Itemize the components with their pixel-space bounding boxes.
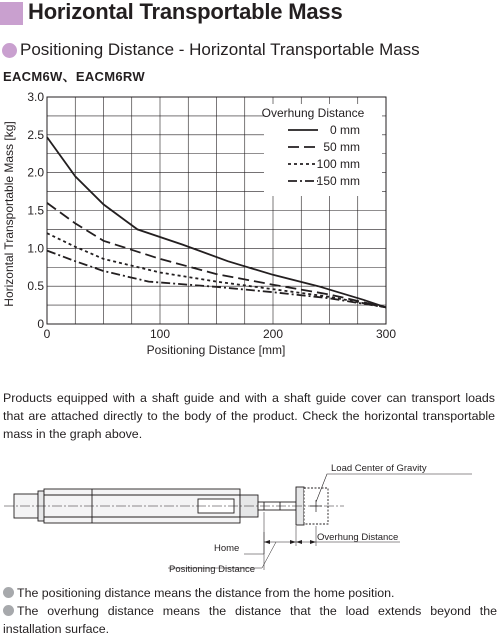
actuator-diagram	[0, 460, 498, 580]
legend-label: 150 mm	[316, 174, 360, 188]
y-tick-label: 0.5	[27, 279, 44, 294]
section-header	[0, 0, 498, 28]
positioning-distance-label: Positioning Distance	[169, 564, 256, 575]
description-paragraph: Products equipped with a shaft guide and with a shaft guide cover can transport loads that are attached directly to the body of the product. Check the horizontal transportable mass in the graph above.	[3, 391, 495, 441]
note-positioning	[3, 584, 497, 602]
bullet-icon	[3, 605, 14, 616]
y-tick-label: 2.5	[27, 127, 44, 142]
legend-title: Overhung Distance	[261, 106, 365, 120]
legend-label: 100 mm	[316, 157, 360, 171]
x-tick-label: 100	[149, 327, 171, 341]
y-tick-label: 3.0	[27, 90, 44, 104]
transportable-mass-chart	[0, 82, 498, 367]
overhung-distance-label: Overhung Distance	[317, 532, 399, 543]
y-tick-label: 1.0	[27, 241, 44, 256]
load-center-label: Load Center of Gravity	[331, 463, 427, 474]
bullet-icon	[3, 587, 14, 598]
x-tick-label: 200	[262, 327, 284, 341]
legend-label: 0 mm	[330, 123, 360, 137]
x-tick-label: 0	[43, 327, 51, 341]
x-axis-label: Positioning Distance [mm]	[146, 343, 286, 357]
header-square-marker	[0, 2, 23, 25]
y-tick-label: 1.5	[27, 203, 44, 218]
note2-text: The overhung distance means the distance that the load extends beyond the installation surface.	[3, 604, 497, 636]
chart-legend	[262, 104, 382, 196]
chart-section-title: Positioning Distance - Horizontal Transportable Mass	[20, 40, 420, 59]
page-title: Horizontal Transportable Mass	[28, 0, 343, 24]
legend-label: 50 mm	[323, 140, 360, 154]
note1-text: The positioning distance means the distance from the home position.	[17, 586, 395, 600]
circle-bullet-icon	[2, 43, 17, 58]
home-label: Home	[214, 543, 240, 554]
model-names: EACM6W、EACM6RW	[3, 69, 145, 84]
note-overhung	[3, 602, 497, 638]
y-tick-label: 0	[37, 317, 44, 331]
x-tick-label: 300	[375, 327, 397, 341]
y-axis-label: Horizontal Transportable Mass [kg]	[2, 121, 16, 307]
y-tick-label: 2.0	[27, 165, 44, 180]
